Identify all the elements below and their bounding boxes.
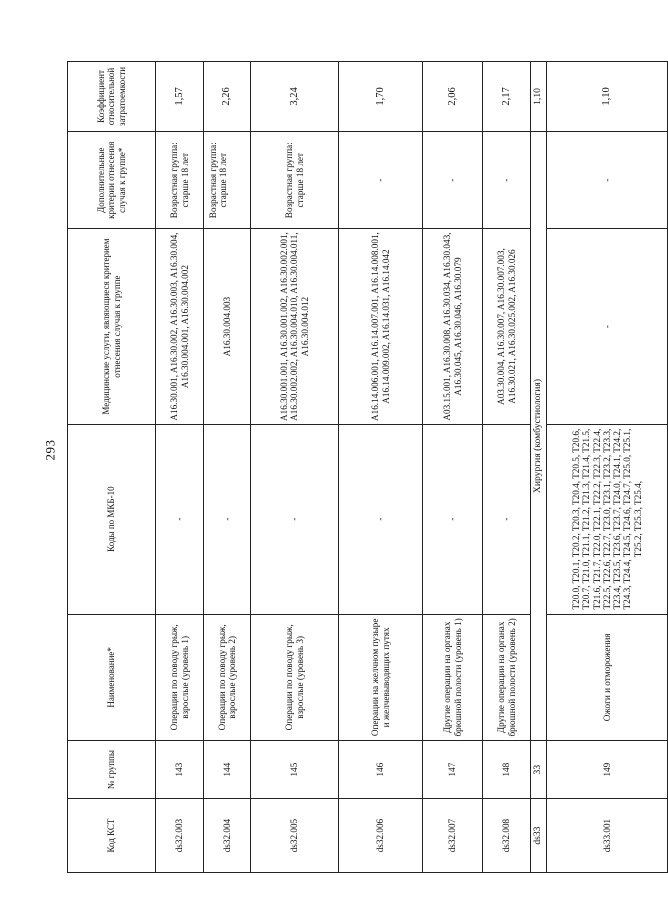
table-row [251, 62, 339, 873]
row-icd: - [423, 424, 483, 614]
row-group: 144 [204, 741, 251, 799]
table-row [339, 62, 423, 873]
table-row [156, 62, 204, 873]
header-group: № группы [68, 741, 156, 799]
row-group: 146 [339, 741, 423, 799]
row-name: Операции по поводу грыж, взрослые (уровень 2) [204, 614, 251, 741]
row-extra: Возрастная группа: старше 18 лет [156, 131, 204, 229]
section-row [531, 62, 547, 873]
header-name: Наименование* [68, 614, 156, 741]
header-extra: Дополнительные критерии отнесения случая к группе* [68, 131, 156, 229]
row-services: A16.14.006.001, A16.14.007.001, A16.14.008.001, A16.14.009.002, A16.14.031, A16.14.042 [339, 229, 423, 424]
row-code: ds32.003 [156, 799, 204, 873]
row-icd: - [156, 424, 204, 614]
row-services: A03.15.001, A16.30.008, A16.30.034, A16.30.043, A16.30.045, A16.30.046, A16.30.079 [423, 229, 483, 424]
section-code: ds33 [531, 799, 547, 873]
row-services: A16.30.001.001, A16.30.001.002, A16.30.002.001, A16.30.002.002, A16.30.004.010, A16.30.004.011, A16.30.004.012 [251, 229, 339, 424]
header-code: Код КСТ [68, 799, 156, 873]
row-icd: - [251, 424, 339, 614]
row-extra: Возрастная группа: старше 18 лет [204, 131, 251, 229]
row-code: ds32.008 [483, 799, 531, 873]
section-title: Хирургия (комбустиология) [531, 131, 547, 740]
table-row [483, 62, 531, 873]
row-name: Другие операции на органах брюшной полости (уровень 1) [423, 614, 483, 741]
row-group: 148 [483, 741, 531, 799]
row-icd: T20.0, T20.1, T20.2, T20.3, T20.4, T20.5, T20.6, T20.7, T21.0, T21.1, T21.2, T21.3, T21.4, T21.5, T21.6, T21.7, T22.0, T22.1, T22.2, T22.3, T22.4, T22.5, T22.6, T22.7, T23.0, T23.1, T23.2, T23.3, T23.4, T23.5, T23.6, T23.7, T24.0, T24.1, T24.2, T24.3, T24.4, T24.5, T24.6, T24.7, T25.0, T25.1, T25.2, T25.3, T25.4, [547, 424, 668, 614]
row-group: 149 [547, 741, 668, 799]
page-number: 293 [42, 439, 58, 461]
header-coef: Коэффициент относительной затратоемкости [68, 62, 156, 132]
kst-table [67, 61, 668, 873]
table-row [204, 62, 251, 873]
row-name: Операции по поводу грыж, взрослые (уровень 3) [251, 614, 339, 741]
row-coef: 2,17 [483, 62, 531, 132]
row-name: Другие операции на органах брюшной полости (уровень 2) [483, 614, 531, 741]
row-extra: - [483, 131, 531, 229]
row-code: ds32.004 [204, 799, 251, 873]
row-coef: 2,26 [204, 62, 251, 132]
row-name: Операции на желчном пузыре и желчевыводящих путях [339, 614, 423, 741]
row-coef: 2,06 [423, 62, 483, 132]
row-code: ds32.006 [339, 799, 423, 873]
row-name: Ожоги и отморожения [547, 614, 668, 741]
row-group: 145 [251, 741, 339, 799]
row-extra: - [339, 131, 423, 229]
row-services: - [547, 229, 668, 424]
row-name: Операции по поводу грыж, взрослые (уровень 1) [156, 614, 204, 741]
row-coef: 1,70 [339, 62, 423, 132]
header-icd: Коды по МКБ-10 [68, 424, 156, 614]
row-icd: - [339, 424, 423, 614]
row-coef: 1,10 [547, 62, 668, 132]
table-row [423, 62, 483, 873]
row-code: ds33.001 [547, 799, 668, 873]
row-services: A16.30.004.003 [204, 229, 251, 424]
row-extra: Возрастная группа: старше 18 лет [251, 131, 339, 229]
rotated-table-container [67, 61, 643, 873]
row-group: 147 [423, 741, 483, 799]
table-row [547, 62, 668, 873]
row-services: A16.30.001, A16.30.002, A16.30.003, A16.30.004, A16.30.004.001, A16.30.004.002 [156, 229, 204, 424]
row-code: ds32.005 [251, 799, 339, 873]
row-icd: - [204, 424, 251, 614]
row-coef: 3,24 [251, 62, 339, 132]
row-services: A03.30.004, A16.30.007, A16.30.007.003, A16.30.021, A16.30.025.002, A16.30.026 [483, 229, 531, 424]
row-extra: - [547, 131, 668, 229]
row-group: 143 [156, 741, 204, 799]
row-coef: 1,57 [156, 62, 204, 132]
row-code: ds32.007 [423, 799, 483, 873]
row-icd: - [483, 424, 531, 614]
section-group: 33 [531, 741, 547, 799]
table-header-row [68, 62, 156, 873]
row-extra: - [423, 131, 483, 229]
section-coef: 1,10 [531, 62, 547, 132]
header-services: Медицинские услуги, являющиеся критерием отнесения случая к группе [68, 229, 156, 424]
